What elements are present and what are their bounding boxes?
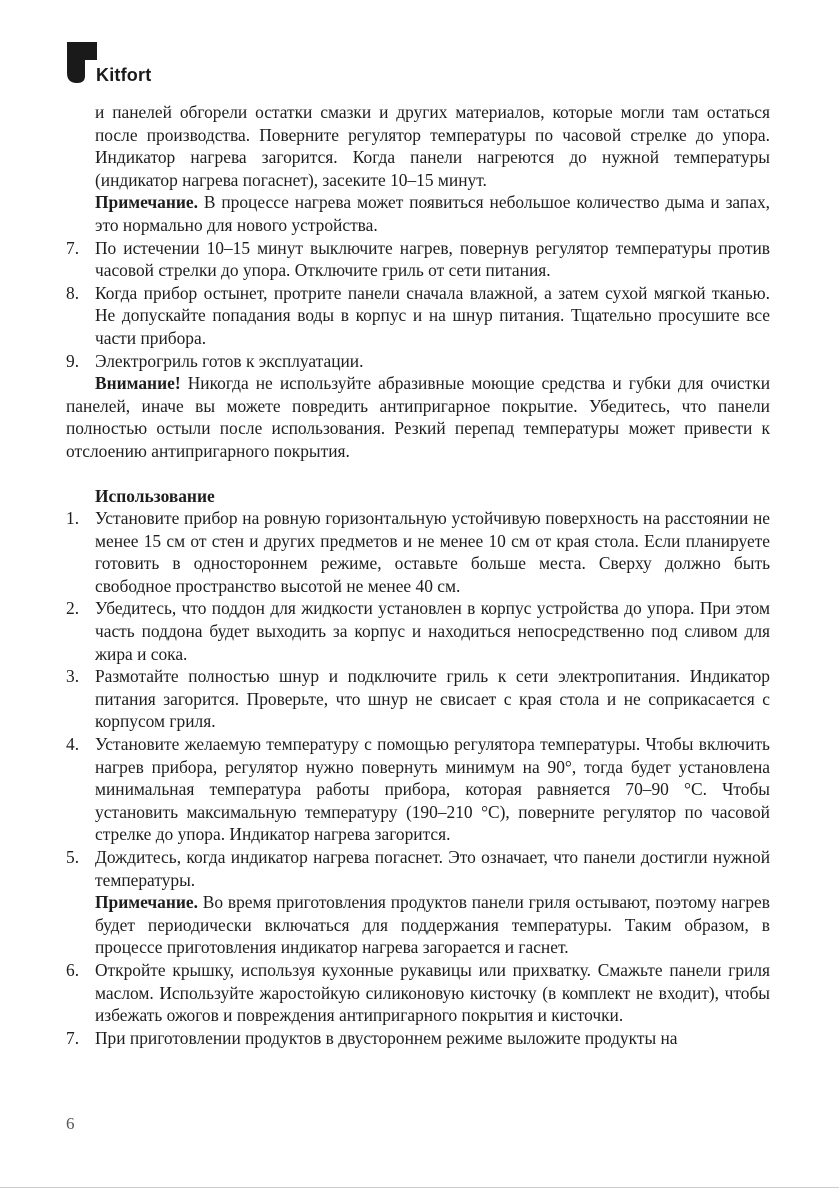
list-item-number: 4. (66, 734, 80, 755)
list-item-text: Откройте крышку, используя кухонные рукавицы или прихватку. Смажьте панели гриля маслом. Используйте жаростойкую силиконовую кисточку (в комплект не входит), чтобы избежать ожогов и повреждения антипригарного покрытия и кисточки. (95, 959, 770, 1026)
list-item (66, 597, 770, 665)
page-number: 6 (66, 1114, 75, 1133)
list-item-text: Установите желаемую температуру с помощью регулятора температуры. Чтобы включить нагрев прибора, регулятор нужно повернуть минимум на 90°, тогда будет установлена минимальная температура работы прибора, которая равняется 70–90 °С. Чтобы установить максимальную температуру (190–210 °С), поверните регулятор по часовой стрелке до упора. Индикатор нагрева загорится. (95, 734, 770, 845)
list-item (66, 507, 770, 597)
note-paragraph (66, 891, 770, 959)
note-text: В процессе нагрева может появиться небольшое количество дыма и запах, это нормально для нового устройства. (95, 192, 770, 235)
list-item-text: Убедитесь, что поддон для жидкости установлен в корпус устройства до упора. При этом часть поддона будет выходить за корпус и находиться непосредственно под сливом для жира и сока. (95, 598, 770, 664)
list-item-number: 6. (66, 959, 80, 980)
list-item-number: 8. (66, 282, 80, 303)
continued-paragraph: и панелей обгорели остатки смазки и других материалов, которые могли там остаться после производства. Поверните регулятор температуры по часовой стрелке до упора. Индикатор нагрева загорится. Когда панели нагреются до нужной температуры (индикатор нагрева погаснет), засеките 10–15 минут. (95, 102, 770, 190)
list-item (66, 665, 770, 733)
section-heading: Использование (95, 485, 215, 506)
list-item-text: Когда прибор остынет, протрите панели сначала влажной, а затем сухой мягкой тканью. Не допускайте попадания воды в корпус и на шнур питания. Тщательно просушите все части прибора. (95, 282, 770, 348)
note-label: Примечание. (95, 192, 198, 213)
warning-paragraph (66, 372, 770, 462)
list-item-number: 7. (66, 1027, 80, 1048)
list-item (66, 959, 770, 1027)
list-item-text: Установите прибор на ровную горизонтальную устойчивую поверхность на расстоянии не менее 15 см от стен и других предметов и не менее 10 см от края стола. Если планируете готовить в одностороннем режиме, оставьте больше места. Сверху должно быть свободное пространство высотой не менее 40 см. (95, 508, 770, 596)
brand-name: Kitfort (96, 65, 152, 85)
list-item-number: 5. (66, 847, 80, 867)
note-paragraph (66, 191, 770, 236)
list-item-text: Электрогриль готов к эксплуатации. (95, 350, 364, 371)
list-item-number: 3. (66, 666, 80, 687)
list-item (66, 237, 770, 282)
list-item (66, 282, 770, 350)
page-edge-divider (0, 1187, 839, 1188)
page-content (66, 101, 770, 1049)
note-text: Во время приготовления продуктов панели гриля остывают, поэтому нагрев будет периодически включаться для поддержания температуры. Таким образом, в процессе приготовления индикатор нагрева загорается и гаснет. (95, 892, 770, 958)
warning-text: Никогда не используйте абразивные моющие средства и губки для очистки панелей, иначе вы можете повредить антипригарное покрытие. Убедитесь, что панели полностью остыли после использования. Резкий перепад температуры может привести к отслоению антипригарного покрытия. (66, 373, 770, 461)
list-item-number: 7. (66, 237, 80, 258)
list-item (66, 733, 770, 846)
kitfort-logo-icon (64, 40, 98, 84)
list-item-number: 1. (66, 508, 80, 529)
list-item-text: По истечении 10–15 минут выключите нагрев, повернув регулятор температуры против часовой стрелки до упора. Отключите гриль от сети питания. (95, 237, 770, 281)
warning-label: Внимание! (95, 373, 181, 394)
list-item-number: 9. (66, 350, 80, 371)
list-item-text: Дождитесь, когда индикатор нагрева погаснет. Это означает, что панели достигли нужной температуры. (95, 847, 770, 890)
list-item-text: При приготовлении продуктов в двустороннем режиме выложите продукты на (95, 1027, 678, 1048)
list-item (66, 846, 770, 891)
note-label: Примечание. (95, 892, 198, 913)
list-item-text: Размотайте полностью шнур и подключите гриль к сети электропитания. Индикатор питания загорится. Проверьте, что шнур не свисает с края стола и не соприкасается с корпусом гриля. (95, 666, 770, 732)
list-item (66, 350, 770, 373)
list-item-number: 2. (66, 598, 80, 619)
list-item (66, 1027, 770, 1050)
